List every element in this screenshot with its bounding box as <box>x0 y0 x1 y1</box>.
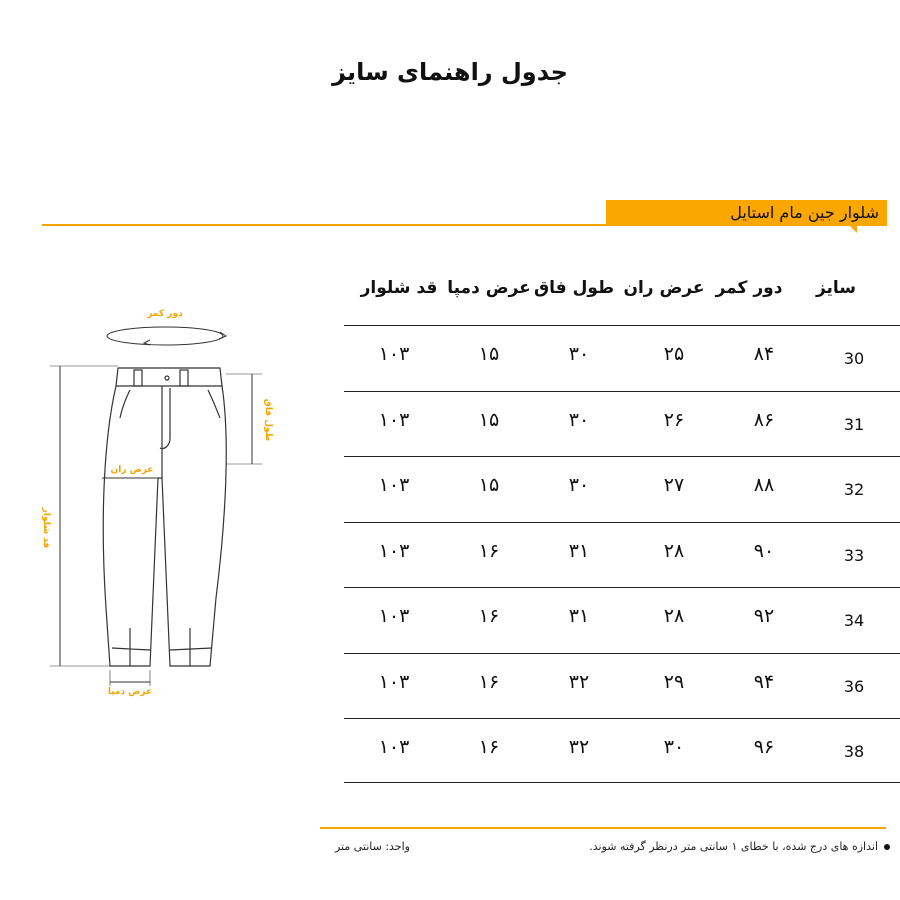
cell-hem: ۱۵ <box>478 343 500 365</box>
cell-thigh: ۲۶ <box>663 408 685 431</box>
table-header <box>344 278 900 308</box>
cell-size: 30 <box>843 349 865 368</box>
cell-thigh: ۲۸ <box>663 605 685 627</box>
cell-length: ۱۰۳ <box>378 670 410 693</box>
row-divider <box>344 718 900 719</box>
cell-rise: ۳۲ <box>568 670 590 693</box>
cell-size: 36 <box>843 676 865 696</box>
cell-rise: ۳۰ <box>568 474 590 496</box>
cell-waist: ۸۴ <box>753 343 775 365</box>
cell-size: 34 <box>843 611 865 630</box>
cell-rise: ۳۱ <box>568 539 590 562</box>
cell-hem: ۱۶ <box>478 605 500 627</box>
cell-waist: ۸۶ <box>753 408 775 431</box>
row-divider <box>344 391 900 392</box>
bullet-icon <box>884 844 890 850</box>
waist-label: دور کمر <box>147 309 183 319</box>
cell-rise: ۳۲ <box>568 736 590 758</box>
row-divider <box>344 325 900 326</box>
cell-waist: ۹۴ <box>753 670 775 693</box>
hem-label: عرض دمپا <box>107 687 153 697</box>
cell-hem: ۱۵ <box>478 408 500 431</box>
table-row <box>344 653 900 718</box>
cell-length: ۱۰۳ <box>378 736 410 758</box>
page-title: جدول راهنمای سایز <box>332 58 568 86</box>
cell-size: 33 <box>843 545 865 565</box>
cell-size: 31 <box>843 414 865 434</box>
footer-note-text: اندازه های درج شده، با خطای ۱ سانتی متر درنظر گرفته شوند. <box>589 840 878 853</box>
cell-size: 38 <box>843 742 865 761</box>
cell-rise: ۳۰ <box>568 408 590 431</box>
jeans-diagram <box>30 298 300 718</box>
cell-hem: ۱۵ <box>478 474 500 496</box>
row-divider <box>344 456 900 457</box>
table-bottom-border <box>344 782 900 783</box>
cell-hem: ۱۶ <box>478 736 500 758</box>
table-row <box>344 325 900 390</box>
cell-waist: ۹۶ <box>753 736 775 758</box>
footer-divider <box>320 827 886 829</box>
cell-length: ۱۰۳ <box>378 605 410 627</box>
product-tag: شلوار جین مام استایل <box>606 200 887 226</box>
cell-rise: ۳۱ <box>568 605 590 627</box>
header-divider <box>42 224 608 226</box>
cell-thigh: ۲۸ <box>663 539 685 562</box>
col-header-length: قد شلوار <box>360 278 438 298</box>
cell-thigh: ۲۹ <box>663 670 685 693</box>
col-header-hem: عرض دمپا <box>447 278 531 298</box>
cell-waist: ۸۸ <box>753 474 775 496</box>
table-row <box>344 587 900 652</box>
cell-thigh: ۲۷ <box>663 474 685 496</box>
cell-hem: ۱۶ <box>478 539 500 562</box>
cell-hem: ۱۶ <box>478 670 500 693</box>
thigh-label: عرض ران <box>110 465 154 475</box>
rise-label: طول فاق <box>263 398 273 442</box>
cell-length: ۱۰۳ <box>378 474 410 496</box>
footer-note <box>560 840 890 853</box>
col-header-thigh: عرض ران <box>623 278 705 298</box>
product-tag-notch <box>848 224 857 233</box>
row-divider <box>344 653 900 654</box>
cell-waist: ۹۲ <box>753 605 775 627</box>
jeans-outline-icon <box>103 368 226 666</box>
col-header-waist: دور کمر <box>715 278 783 298</box>
unit-label: واحد: سانتی متر <box>334 840 410 853</box>
table-row <box>344 391 900 456</box>
waist-measure-ellipse <box>107 327 223 345</box>
cell-thigh: ۳۰ <box>663 736 685 758</box>
cell-length: ۱۰۳ <box>378 539 410 562</box>
col-header-rise: طول فاق <box>533 278 615 298</box>
row-divider <box>344 587 900 588</box>
table-row <box>344 456 900 521</box>
cell-length: ۱۰۳ <box>378 408 410 431</box>
length-label: قد شلوار <box>41 507 51 549</box>
cell-rise: ۳۰ <box>568 343 590 365</box>
table-row <box>344 522 900 587</box>
cell-size: 32 <box>843 480 865 499</box>
row-divider <box>344 522 900 523</box>
cell-waist: ۹۰ <box>753 539 775 562</box>
cell-thigh: ۲۵ <box>663 343 685 365</box>
col-header-size: سایز <box>815 278 857 298</box>
table-row <box>344 718 900 783</box>
cell-length: ۱۰۳ <box>378 343 410 365</box>
